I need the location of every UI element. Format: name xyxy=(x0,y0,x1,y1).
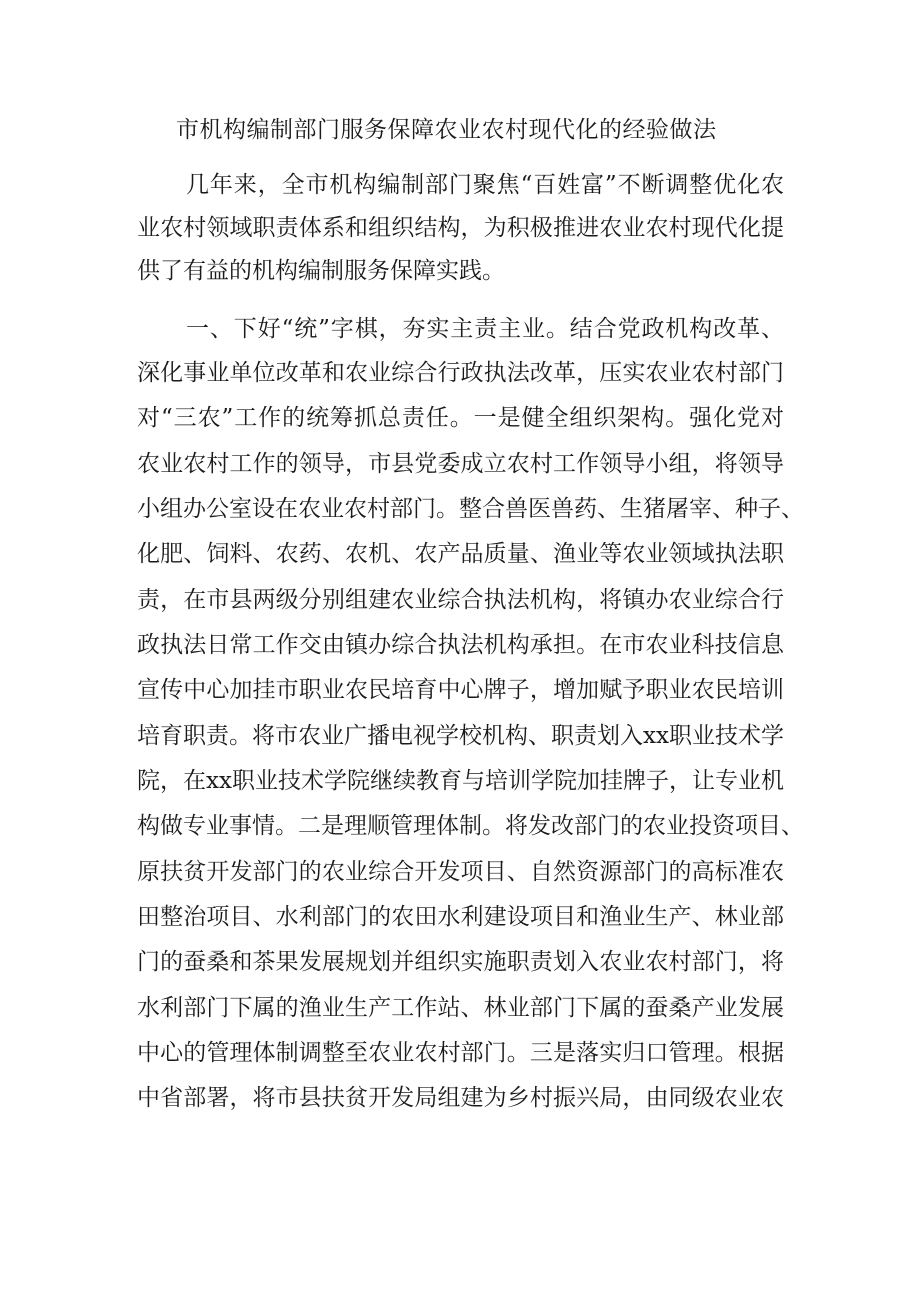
paragraph-2-line-15: 门的蚕桑和茶果发展规划并组织实施职责划入农业农村部门，将 xyxy=(137,949,784,975)
paragraph-2-line-12: 构做专业事情。二是理顺管理体制。将发改部门的农业投资项目、 xyxy=(137,813,804,839)
paragraph-2-line-17: 中心的管理体制调整至农业农村部门。三是落实归口管理。根据 xyxy=(137,1040,784,1066)
paragraph-2-line-1: 一、下好“统”字棋，夯实主责主业。结合党政机构改革、 xyxy=(186,316,784,342)
paragraph-2-line-13: 原扶贫开发部门的农业综合开发项目、自然资源部门的高标准农 xyxy=(137,859,784,885)
paragraph-2-line-11: 院，在xx职业技术学院继续教育与培训学院加挂牌子，让专业机 xyxy=(137,768,784,794)
paragraph-2-line-14: 田整治项目、水利部门的农田水利建设项目和渔业生产、林业部 xyxy=(137,904,784,930)
paragraph-2-line-9: 宣传中心加挂市职业农民培育中心牌子，增加赋予职业农民培训 xyxy=(137,677,784,703)
paragraph-2-line-18: 中省部署，将市县扶贫开发局组建为乡村振兴局，由同级农业农 xyxy=(137,1085,784,1111)
paragraph-2-line-16: 水利部门下属的渔业生产工作站、林业部门下属的蚕桑产业发展 xyxy=(137,995,784,1021)
document-title: 市机构编制部门服务保障农业农村现代化的经验做法 xyxy=(176,117,717,143)
paragraph-2-line-2: 深化事业单位改革和农业综合行政执法改革，压实农业农村部门 xyxy=(137,360,784,386)
paragraph-2-line-6: 化肥、饲料、农药、农机、农产品质量、渔业等农业领域执法职 xyxy=(137,541,784,567)
paragraph-2-line-10: 培育职责。将市农业广播电视学校机构、职责划入xx职业技术学 xyxy=(137,723,784,749)
paragraph-1-line-2: 业农村领域职责体系和组织结构，为积极推进农业农村现代化提 xyxy=(137,215,784,241)
paragraph-1-line-3: 供了有益的机构编制服务保障实践。 xyxy=(137,258,505,284)
paragraph-2-line-4: 农业农村工作的领导，市县党委成立农村工作领导小组，将领导 xyxy=(137,451,784,477)
paragraph-2-line-3: 对“三农”工作的统筹抓总责任。一是健全组织架构。强化党对 xyxy=(137,405,784,431)
paragraph-2-line-8: 政执法日常工作交由镇办综合执法机构承担。在市农业科技信息 xyxy=(137,632,784,658)
paragraph-1-line-1: 几年来，全市机构编制部门聚焦“百姓富”不断调整优化农 xyxy=(186,172,784,198)
paragraph-2-line-7: 责，在市县两级分别组建农业综合执法机构，将镇办农业综合行 xyxy=(137,587,784,613)
paragraph-2-line-5: 小组办公室设在农业农村部门。整合兽医兽药、生猪屠宰、种子、 xyxy=(137,496,804,522)
